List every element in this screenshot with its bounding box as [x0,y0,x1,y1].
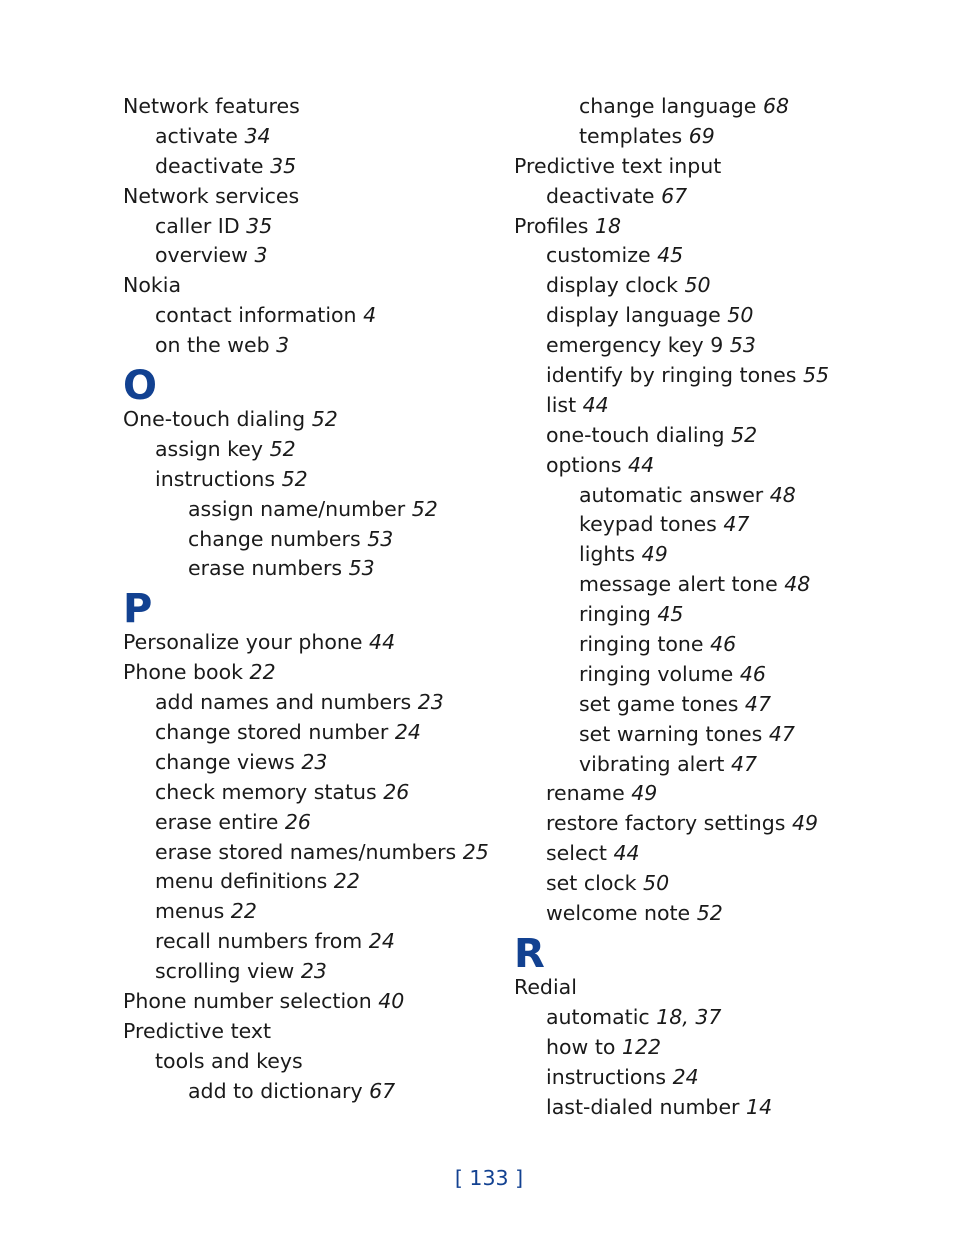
index-entry-one-touch-dialing [514,421,829,451]
index-term: add to dictionary [188,1078,363,1103]
index-term: list [546,392,577,417]
index-entry-display-language [514,301,829,331]
page-reference: 47 [723,512,750,537]
page-reference: 48 [769,482,796,507]
index-entry-predictive-text [123,1017,489,1047]
index-entry-assign-key [123,435,489,465]
index-term: Phone book [123,660,243,685]
index-entry-automatic-answer [514,481,829,511]
page-reference: 52 [731,422,758,447]
index-term: ringing [579,602,651,627]
page-reference: 40 [378,989,405,1014]
index-term: Predictive text input [514,153,722,178]
page-reference: 47 [730,751,758,776]
page-reference: 24 [672,1064,699,1089]
page-reference: 45 [657,602,684,627]
page-reference: 25 [462,839,489,864]
index-entry-instructions [514,1063,829,1093]
index-term: erase numbers [188,556,343,581]
index-column-left [123,92,489,1107]
page-reference: 49 [631,781,658,806]
index-entry-automatic [514,1003,829,1033]
index-entry-overview [123,241,489,271]
index-term: erase entire [155,809,279,834]
page-reference: 44 [613,841,640,866]
index-term: identify by ringing tones [546,363,797,388]
index-entry-deactivate [514,182,829,212]
page-reference: 26 [383,779,410,804]
index-term: ringing tone [579,632,704,657]
index-entry-options [514,451,829,481]
page-reference: 48 [784,572,811,597]
index-term: menu definitions [155,869,328,894]
index-entry-erase-entire [123,808,489,838]
index-term: overview [155,243,248,268]
index-term: set game tones [579,691,739,716]
page-reference: 49 [641,542,668,567]
index-term: lights [579,542,636,567]
index-entry-set-clock [514,869,829,899]
index-entry-set-warning-tones [514,720,829,750]
page-reference: 14 [746,1094,773,1119]
index-entry-change-views [123,748,489,778]
page-reference: 46 [710,632,737,657]
index-entry-redial [514,973,829,1003]
index-entry-on-the-web [123,331,489,361]
page-reference: 4 [363,303,377,328]
index-entry-list [514,391,829,421]
index-entry-phone-number-selection [123,987,489,1017]
index-term: Network services [123,183,300,208]
index-entry-network-services [123,182,489,212]
page-reference: 35 [246,213,273,238]
page-reference: 24 [368,929,395,954]
page-reference: 52 [411,496,438,521]
page-reference: 3 [254,243,268,268]
page-reference: 46 [739,661,766,686]
index-term: deactivate [546,183,655,208]
index-column-right [514,92,829,1122]
index-entry-add-names-and-numbers [123,688,489,718]
index-entry-profiles [514,212,829,242]
index-term: templates [579,123,683,148]
index-term: One-touch dialing [123,407,306,432]
page-reference: 68 [762,94,790,118]
page-reference: 35 [270,153,297,178]
index-term: add names and numbers [155,690,412,715]
index-entry-display-clock [514,271,829,301]
index-term: automatic [546,1004,650,1029]
index-term: change stored number [155,720,389,745]
page-reference: 67 [369,1078,396,1103]
page-reference: 18 [594,213,622,238]
page-reference: 67 [661,183,688,208]
index-entry-templates [514,122,829,152]
page-reference: 122 [621,1034,662,1059]
index-term: set warning tones [579,721,763,746]
index-term: display language [546,303,721,328]
index-term: change language [579,94,757,118]
index-entry-menus [123,897,489,927]
index-entry-set-game-tones [514,690,829,720]
index-entry-change-numbers [123,525,489,555]
page-reference: 22 [230,899,257,924]
index-entry-tools-and-keys [123,1047,489,1077]
index-term: Network features [123,94,300,118]
page-reference: 18, 37 [656,1004,722,1029]
index-entry-nokia [123,271,489,301]
page-reference: 53 [367,526,394,551]
index-term: activate [155,123,238,148]
index-entry-menu-definitions [123,867,489,897]
index-entry-emergency-key-9 [514,331,829,361]
index-term: welcome note [546,901,691,926]
index-entry-select [514,839,829,869]
page-reference: 53 [729,333,756,358]
page-reference: 47 [744,691,772,716]
index-term: rename [546,781,625,806]
page-reference: 3 [276,333,290,358]
index-term: customize [546,243,651,268]
index-term: how to [546,1034,616,1059]
index-term: scrolling view [155,959,295,984]
index-term: instructions [155,466,276,491]
page-reference: 52 [269,436,296,461]
page-reference: 50 [684,273,711,298]
index-entry-network-features [123,92,489,122]
index-term: Profiles [514,213,589,238]
index-entry-personalize-your-phone [123,628,489,658]
index-term: check memory status [155,779,377,804]
section-letter-o: O [123,363,158,410]
page-reference: 50 [727,303,754,328]
index-term: change views [155,749,295,774]
index-entry-lights [514,540,829,570]
page-reference: 52 [281,466,308,491]
index-entry-assign-name-number [123,495,489,525]
index-entry-add-to-dictionary [123,1077,489,1107]
index-term: caller ID [155,213,240,238]
index-entry-contact-information [123,301,489,331]
index-entry-customize [514,241,829,271]
index-entry-change-stored-number [123,718,489,748]
index-term: contact information [155,303,357,328]
section-letter-r: R [514,930,545,977]
page-reference: 55 [802,363,830,388]
index-entry-how-to [514,1033,829,1063]
index-entry-identify-by-ringing-tones [514,361,829,391]
index-entry-phone-book [123,658,489,688]
index-entry-recall-numbers-from [123,927,489,957]
index-term: message alert tone [579,572,778,597]
index-term: Personalize your phone [123,630,363,655]
page-reference: 53 [348,556,375,581]
page-reference: 44 [369,630,396,655]
index-term: assign name/number [188,496,406,521]
page-reference: 23 [300,959,327,984]
index-term: set clock [546,871,637,896]
index-term: options [546,452,622,477]
page-reference: 47 [768,721,795,746]
index-entry-ringing-volume [514,660,829,690]
index-term: Phone number selection [123,989,372,1014]
page-reference: 23 [417,690,444,715]
page-reference: 69 [688,123,715,148]
index-term: erase stored names/numbers [155,839,457,864]
index-term: Redial [514,974,577,999]
index-entry-keypad-tones [514,510,829,540]
index-term: automatic answer [579,482,764,507]
page-reference: 52 [696,901,723,926]
index-term: one-touch dialing [546,422,725,447]
index-term: emergency key 9 [546,333,724,358]
index-term: select [546,841,607,866]
page-reference: 45 [657,243,684,268]
index-term: restore factory settings [546,811,786,836]
page-number: [ 133 ] [454,1166,524,1190]
index-entry-restore-factory-settings [514,809,829,839]
page-reference: 52 [311,407,338,432]
index-entry-message-alert-tone [514,570,829,600]
index-term: display clock [546,273,678,298]
page-reference: 49 [791,811,819,836]
index-entry-predictive-text-input [514,152,829,182]
index-entry-last-dialed-number [514,1093,829,1123]
index-term: ringing volume [579,661,734,686]
page-reference: 26 [284,809,311,834]
index-entry-change-language [514,92,829,122]
page-reference: 23 [301,749,328,774]
index-entry-welcome-note [514,899,829,929]
index-term: change numbers [188,526,361,551]
index-term: Predictive text [123,1018,272,1043]
page-reference: 22 [333,869,360,894]
page-reference: 44 [582,392,609,417]
index-term: assign key [155,436,264,461]
index-entry-scrolling-view [123,957,489,987]
index-entry-deactivate [123,152,489,182]
page-reference: 24 [394,720,421,745]
index-entry-erase-stored-names-numbers [123,838,489,868]
index-entry-rename [514,779,829,809]
index-entry-vibrating-alert [514,750,829,780]
index-entry-ringing [514,600,829,630]
index-entry-activate [123,122,489,152]
index-term: on the web [155,333,270,358]
index-term: last-dialed number [546,1094,740,1119]
index-term: instructions [546,1064,667,1089]
page-reference: 34 [244,123,271,148]
index-term: tools and keys [155,1048,303,1073]
page-reference: 50 [643,871,670,896]
index-entry-one-touch-dialing [123,405,489,435]
index-term: menus [155,899,225,924]
index-entry-check-memory-status [123,778,489,808]
page-reference: 22 [249,660,276,685]
page-reference: 44 [628,452,655,477]
index-term: Nokia [123,273,182,298]
index-entry-caller-id [123,212,489,242]
index-entry-ringing-tone [514,630,829,660]
index-term: vibrating alert [579,751,725,776]
section-letter-p: P [123,586,153,633]
index-term: deactivate [155,153,264,178]
index-term: keypad tones [579,512,717,537]
index-term: recall numbers from [155,929,363,954]
index-entry-erase-numbers [123,554,489,584]
index-entry-instructions [123,465,489,495]
